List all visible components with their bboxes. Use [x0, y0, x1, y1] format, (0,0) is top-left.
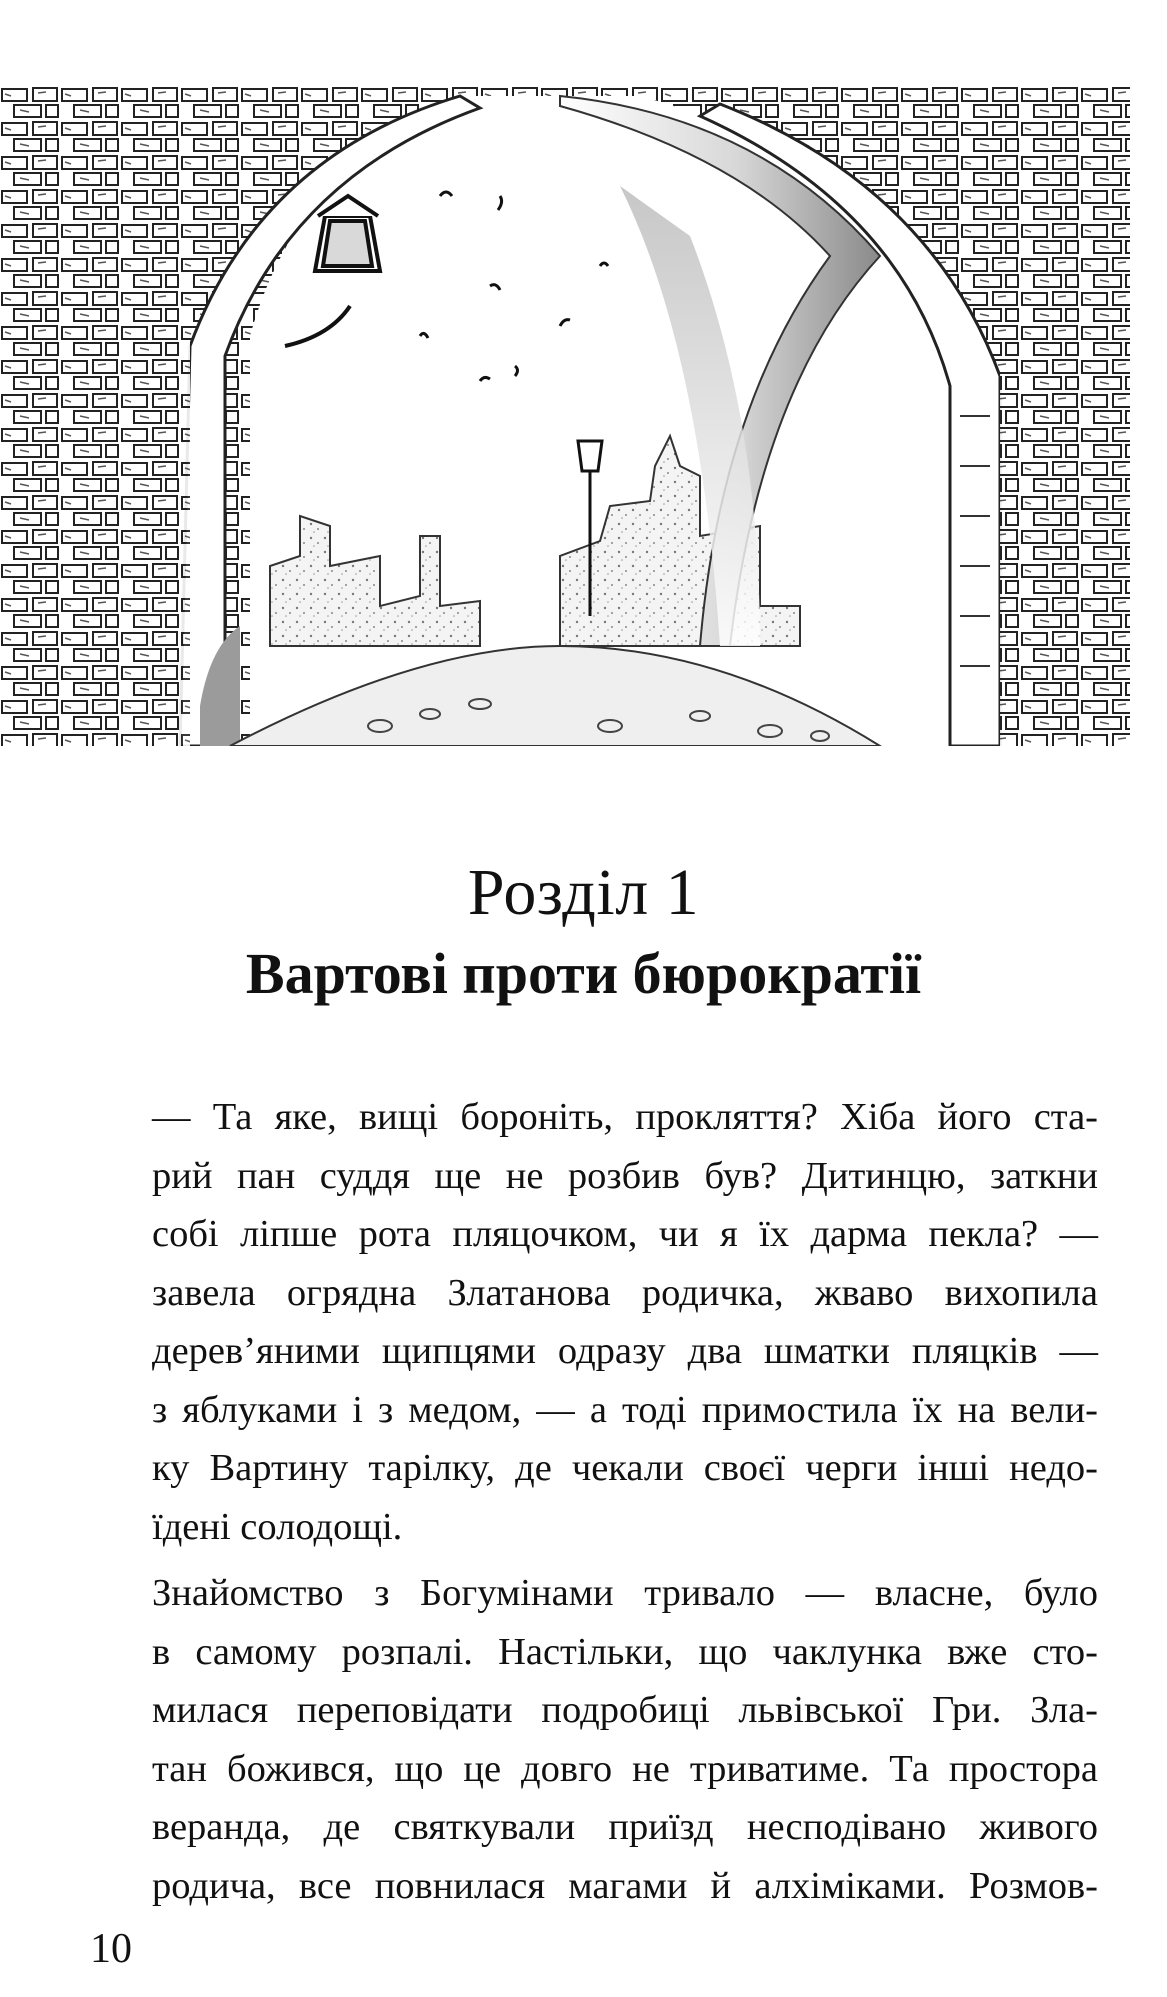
- text-line: в самому розпалі. Настільки, що чаклунка вже сто-: [152, 1630, 1098, 1673]
- text-line: милася переповідати подробиці львівської Гри. Зла-: [152, 1689, 1098, 1731]
- archway-street-illustration-icon: [0, 86, 1130, 746]
- text-line: — Та яке, вищі бороніть, прокляття? Хіба його ста-: [152, 1096, 1098, 1138]
- text-line: собі ліпше рота пляцочком, чи я їх дарма пекла? —: [152, 1213, 1098, 1255]
- text-line: веранда, де святкували приїзд несподівано живого: [152, 1806, 1098, 1848]
- text-line: тан божився, що це довго не триватиме. Та простора: [152, 1747, 1098, 1790]
- text-line: завела огрядна Златанова родичка, жваво вихопила: [152, 1271, 1098, 1314]
- chapter-number: Розділ 1: [467, 856, 700, 929]
- text-line: з яблуками і з медом, — а тоді примостила їх на вели-: [152, 1388, 1098, 1431]
- text-line: їдені солодощі.: [152, 1505, 403, 1548]
- page-number: 10: [90, 1926, 132, 1972]
- text-line: дерев’яними щипцями одразу два шматки пляцків —: [152, 1330, 1098, 1372]
- text-line: родича, все повнилася магами й алхіміками. Розмов-: [152, 1864, 1098, 1907]
- text-line: рий пан суддя ще не розбив був? Дитинцю, заткни: [152, 1154, 1098, 1197]
- chapter-illustration: [0, 86, 1130, 746]
- text-line: ку Вартину тарілку, де чекали своєї черги інші недо-: [152, 1447, 1098, 1489]
- paragraph: [96, 1564, 1098, 1915]
- body-text: [96, 1088, 1098, 1923]
- chapter-title: Вартові проти бюрократії: [245, 941, 922, 1006]
- text-line: Знайомство з Богумінами тривало — власне, було: [152, 1572, 1098, 1614]
- paragraph: [96, 1088, 1098, 1556]
